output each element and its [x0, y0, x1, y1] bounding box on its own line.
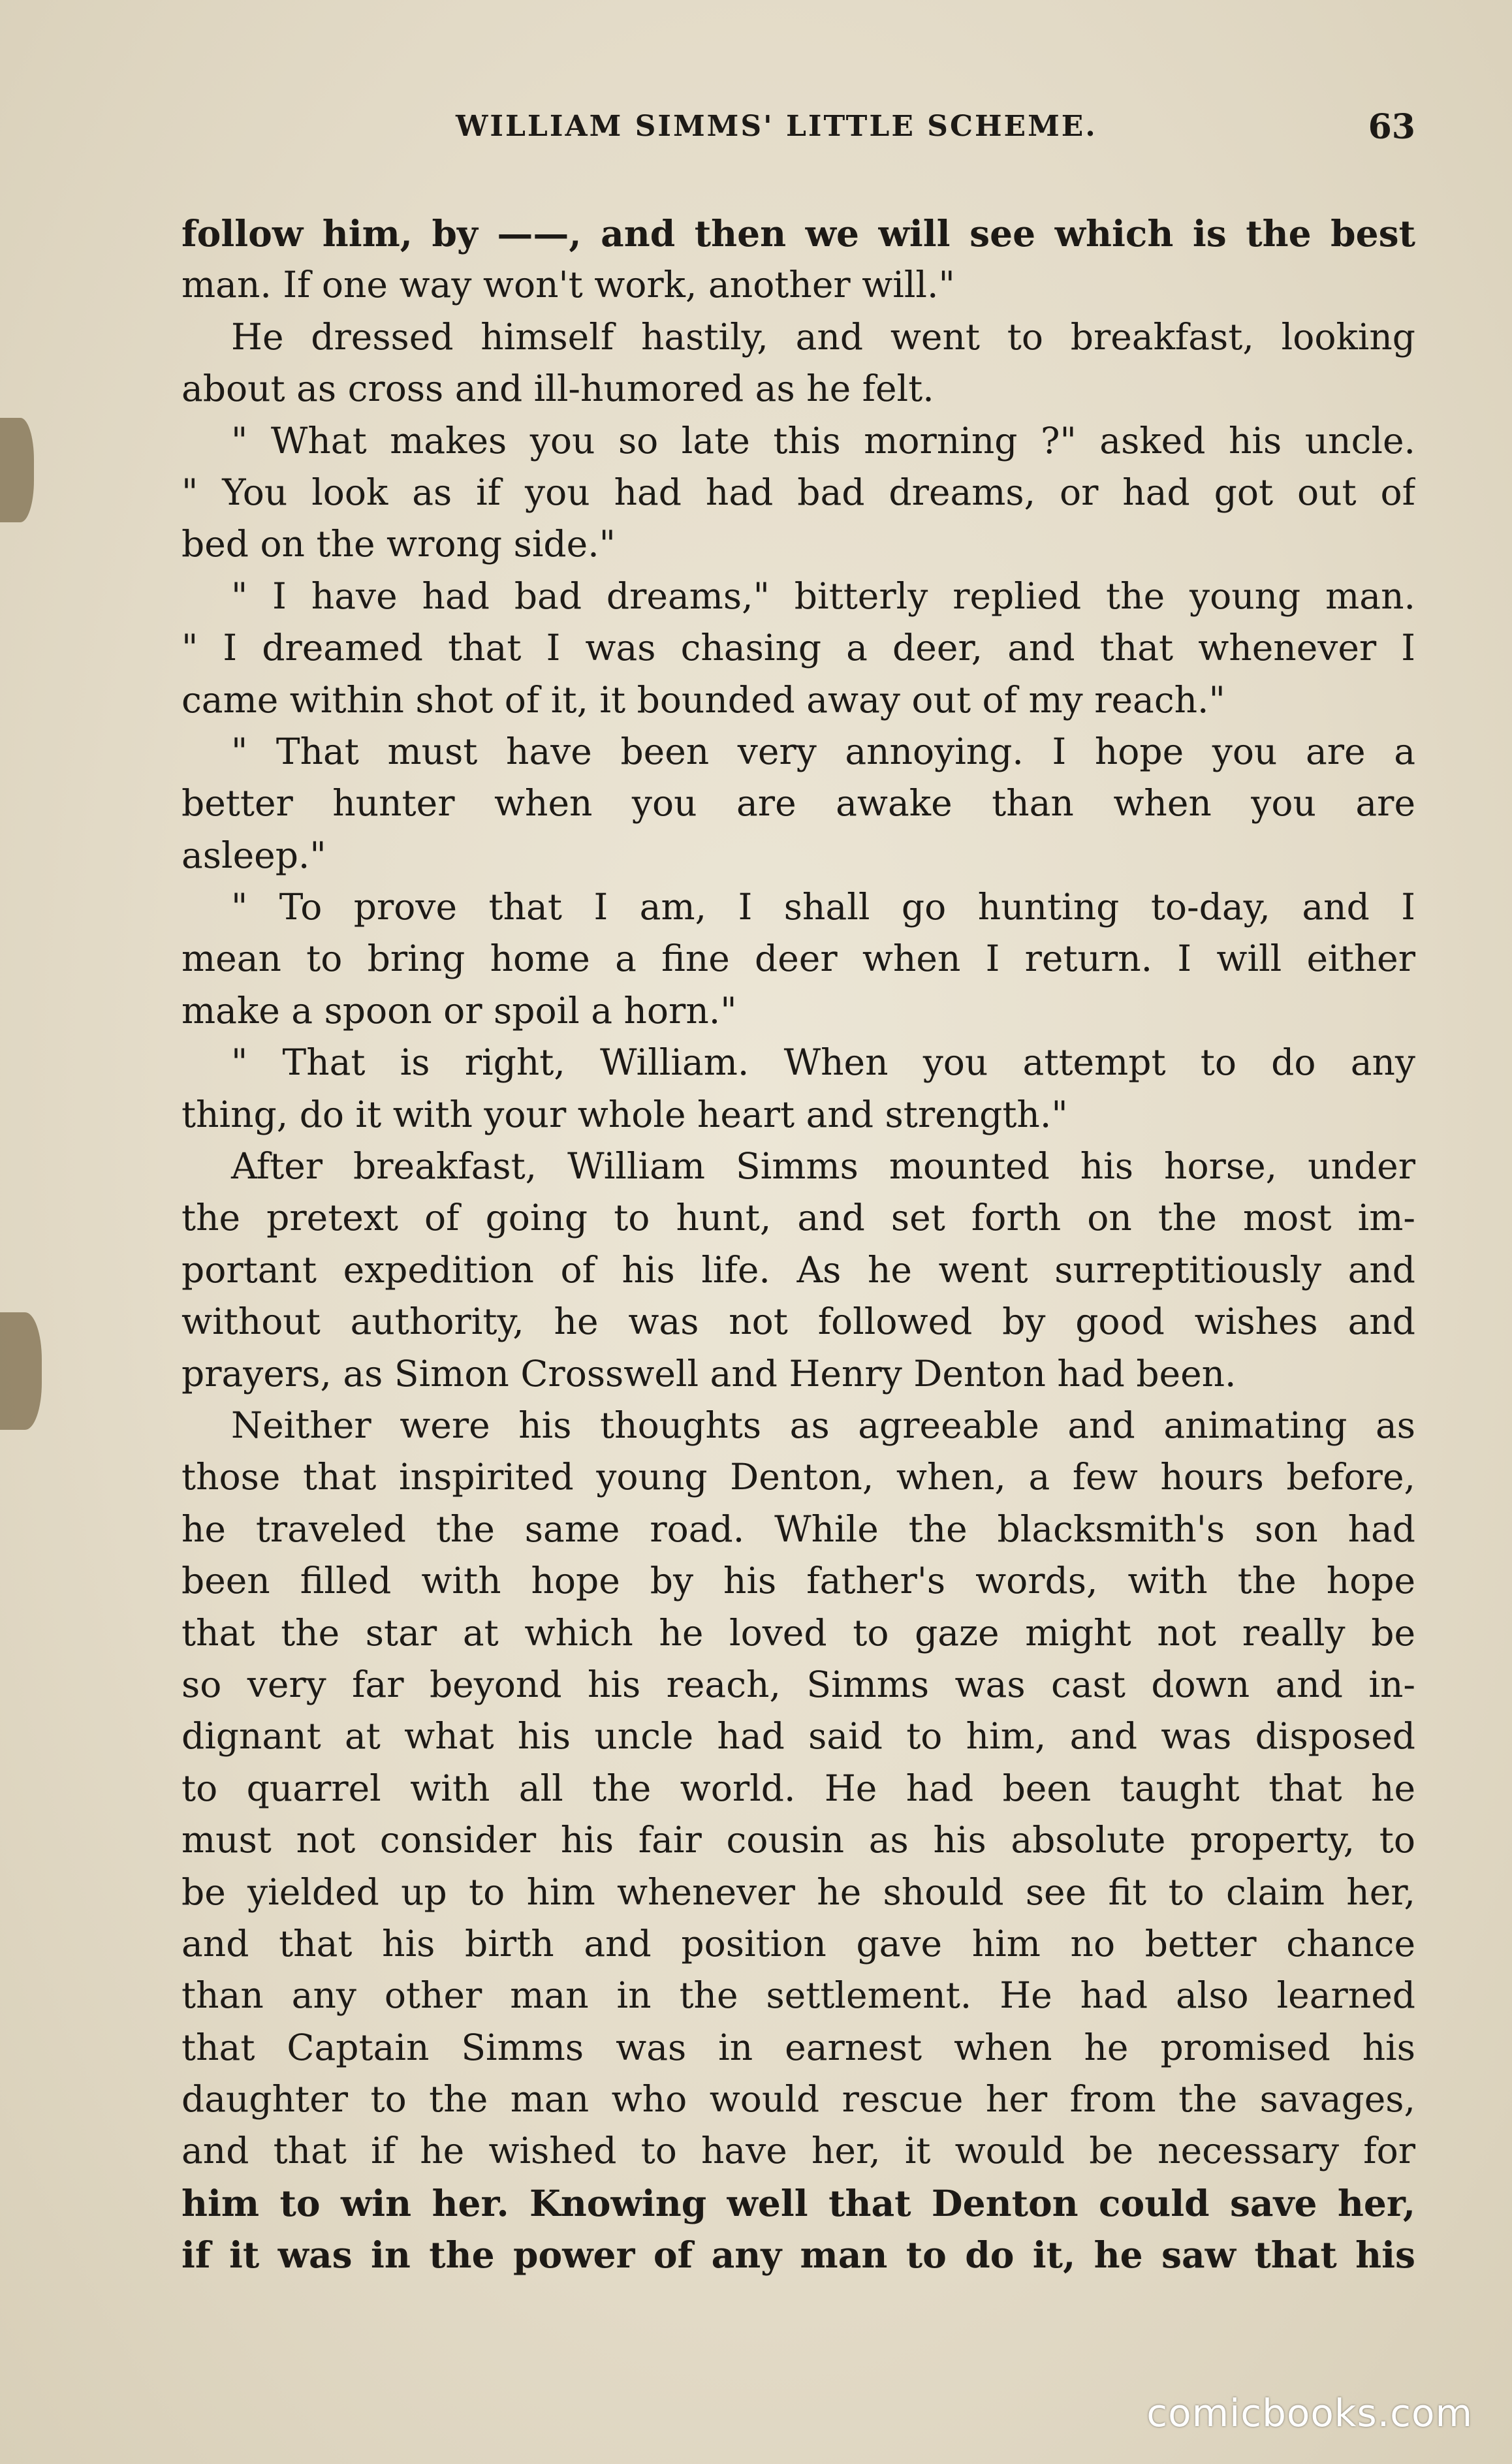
- text-line: He dressed himself hastily, and went to breakfast, looking: [231, 315, 1415, 358]
- text-line: came within shot of it, it bounded away out of my reach.": [181, 678, 1225, 721]
- text-line: so very far beyond his reach, Simms was cast down and in-: [181, 1663, 1415, 1705]
- text-line: asleep.": [181, 834, 326, 876]
- text-line: " You look as if you had had bad dreams, or had got out of: [181, 471, 1415, 513]
- text-line: be yielded up to him whenever he should see fit to claim her,: [181, 1871, 1415, 1913]
- torn-edge-mark: [0, 418, 34, 522]
- text-line: him to win her. Knowing well that Denton could save her,: [181, 2181, 1415, 2224]
- torn-edge-mark: [0, 1312, 42, 1430]
- body-text: [181, 208, 1415, 2281]
- text-line: " What makes you so late this morning ?" asked his uncle.: [231, 419, 1415, 462]
- page-number: 63: [1368, 107, 1415, 147]
- text-line: " That is right, William. When you attempt to do any: [231, 1041, 1415, 1084]
- text-line: must not consider his fair cousin as his absolute property, to: [181, 1819, 1415, 1861]
- text-line: that Captain Simms was in earnest when he promised his: [181, 2026, 1415, 2068]
- running-title: WILLIAM SIMMS' LITTLE SCHEME.: [456, 110, 1097, 143]
- text-line: " I dreamed that I was chasing a deer, and that whenever I: [181, 627, 1415, 669]
- text-line: make a spoon or spoil a horn.": [181, 989, 737, 1032]
- page-header: [181, 107, 1415, 155]
- text-line: about as cross and ill-humored as he felt.: [181, 368, 934, 410]
- text-line: " That must have been very annoying. I hope you are a: [231, 730, 1415, 772]
- text-line: that the star at which he loved to gaze might not really be: [181, 1611, 1415, 1654]
- text-line: thing, do it with your whole heart and strength.": [181, 1093, 1068, 1135]
- text-line: " I have had bad dreams," bitterly replied the young man.: [231, 575, 1415, 617]
- text-line: and that his birth and position gave him no better chance: [181, 1922, 1415, 1965]
- text-line: and that if he wished to have her, it would be necessary for: [181, 2130, 1415, 2172]
- text-line: without authority, he was not followed by good wishes and: [181, 1301, 1415, 1343]
- text-line: daughter to the man who would rescue her from the savages,: [181, 2078, 1415, 2121]
- text-line: been filled with hope by his father's words, with the hope: [181, 1560, 1415, 1602]
- text-line: man. If one way won't work, another will.": [181, 264, 955, 306]
- text-line: than any other man in the settlement. He had also learned: [181, 1974, 1415, 2017]
- text-line: prayers, as Simon Crosswell and Henry Denton had been.: [181, 1352, 1236, 1395]
- watermark: comicbooks.com: [1146, 2391, 1473, 2435]
- text-line: mean to bring home a fine deer when I return. I will either: [181, 938, 1415, 980]
- text-line: portant expedition of his life. As he went surreptitiously and: [181, 1248, 1415, 1291]
- text-line: bed on the wrong side.": [181, 523, 616, 565]
- text-line: better hunter when you are awake than when you are: [181, 782, 1415, 825]
- text-line: the pretext of going to hunt, and set forth on the most im-: [181, 1197, 1415, 1239]
- text-line: Neither were his thoughts as agreeable and animating as: [231, 1404, 1415, 1446]
- text-line: dignant at what his uncle had said to him, and was disposed: [181, 1715, 1415, 1758]
- text-line: to quarrel with all the world. He had been taught that he: [181, 1767, 1415, 1809]
- text-line: follow him, by ——, and then we will see which is the best: [181, 212, 1415, 255]
- text-line: he traveled the same road. While the blacksmith's son had: [181, 1508, 1415, 1550]
- text-line: if it was in the power of any man to do it, he saw that his: [181, 2234, 1415, 2277]
- text-line: " To prove that I am, I shall go hunting to-day, and I: [231, 886, 1415, 928]
- text-line: After breakfast, William Simms mounted his horse, under: [231, 1145, 1415, 1188]
- text-line: those that inspirited young Denton, when, a few hours before,: [181, 1456, 1415, 1498]
